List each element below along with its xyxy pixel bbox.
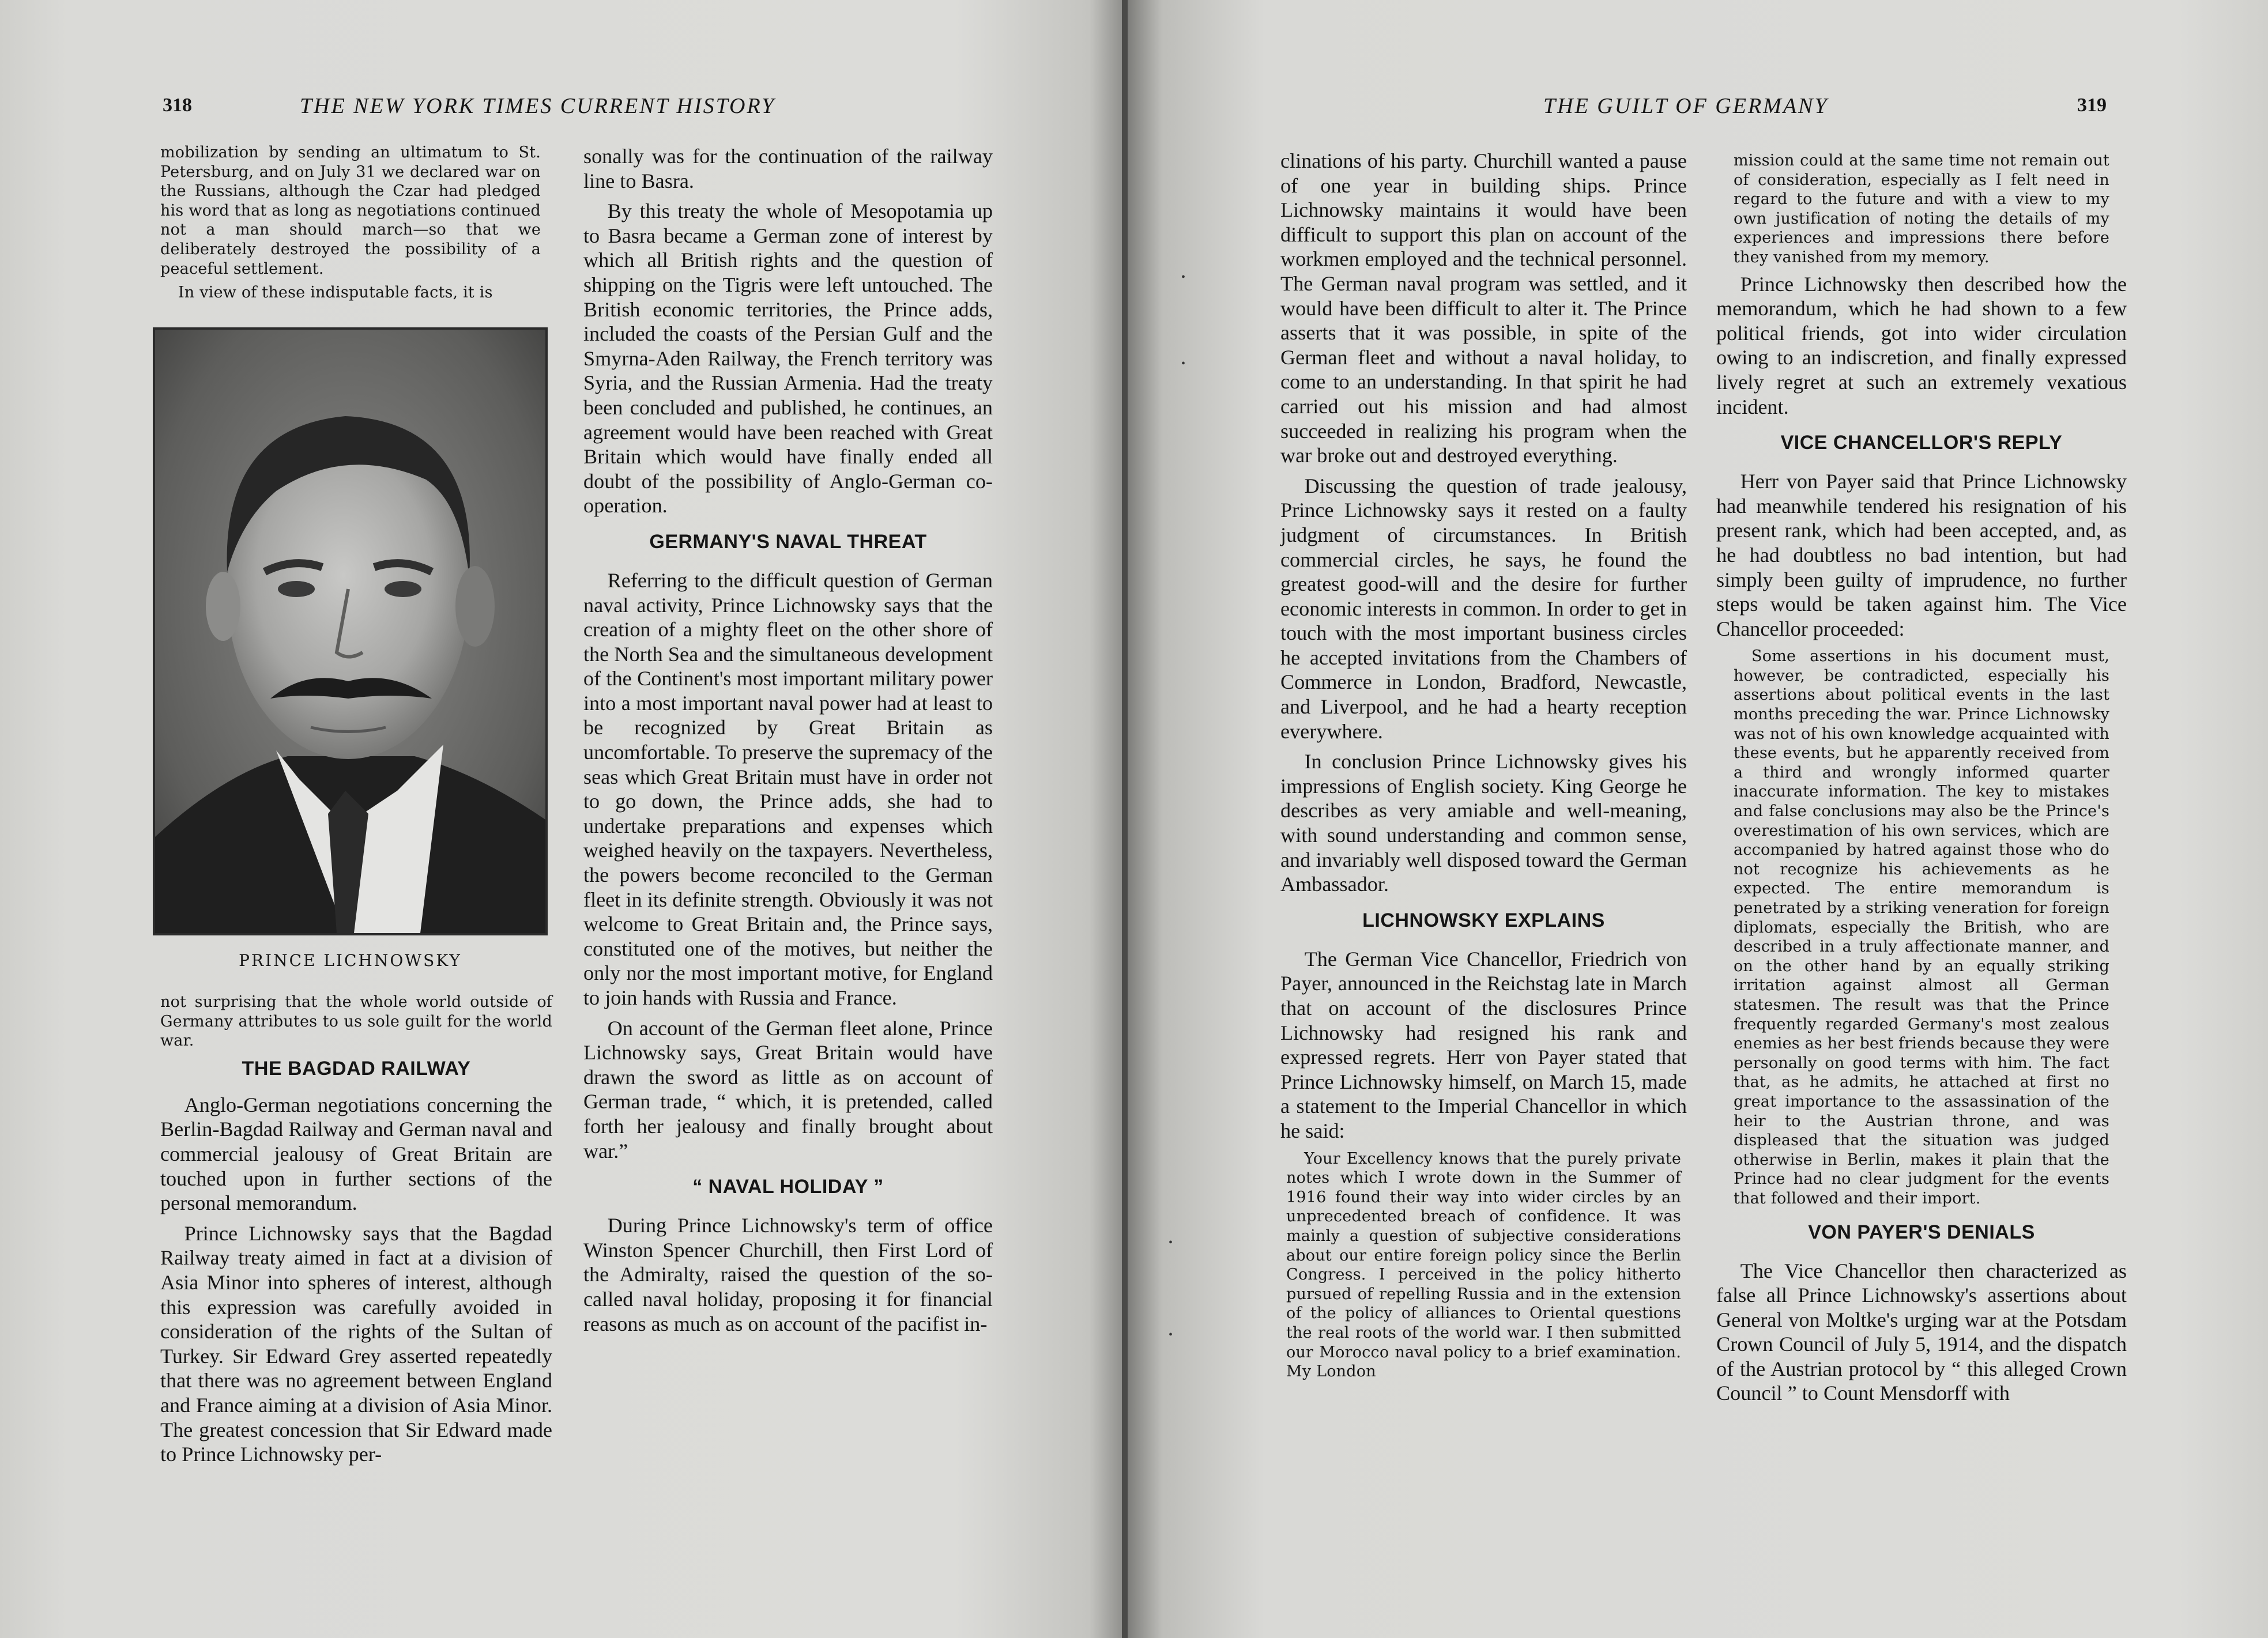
paragraph: During Prince Lichnowsky's term of office Winston Spencer Churchill, then First Lord of the Admiralty, raised the question of the so-called naval holiday, proposing it for financial reasons as much as on account of the pacifist in-	[583, 1214, 993, 1335]
paragraph: Herr von Payer said that Prince Lichnowsky had meanwhile tendered his resignation of his present rank, which had been accepted, and, as he had doubtless no bad intention, but had simply been guilty of imprudence, no further steps would be taken against him. The Vice Chancellor proceeded:	[1716, 470, 2127, 640]
paragraph: sonally was for the continuation of the railway line to Basra.	[583, 145, 993, 193]
paragraph: The German Vice Chancellor, Friedrich von Payer, announced in the Reichstag late in March that on account of the disclosures Prince Lichnowsky had resigned his rank and expressed regrets. Herr von Payer stated that Prince Lichnowsky himself, on March 15, made a statement to the Imperial Chancellor in which he said:	[1280, 947, 1687, 1142]
right-column-1	[1280, 149, 1687, 1386]
section-heading: LICHNOWSKY EXPLAINS	[1362, 909, 1605, 931]
margin-mark: •	[1169, 1236, 1173, 1249]
section-heading: VICE CHANCELLOR'S REPLY	[1780, 432, 2063, 454]
paragraph: The Vice Chancellor then characterized as false all Prince Lichnowsky's assertions about General von Moltke's urging war at the Potsdam Crown Council of July 5, 1914, and the dispatch of the Austrian protocol by “ this alleged Crown Council ” to Count Mensdorff with	[1716, 1259, 2127, 1405]
paragraph: In view of these indisputable facts, it is	[178, 284, 493, 302]
block-quote: Some assertions in his document must, however, be contradicted, especially his assertions about political events in the last months preceding the war. Prince Lichnowsky was not of his own knowledge acquainted with these events, but he apparently received from a third and wrongly informed quarter inaccurate information. The key to mistakes and false conclusions may also be the Prince's overestimation of his own services, which are accompanied by hatred against those who do not recognize his achievements as he expected. The entire memorandum is penetrated by a striking veneration for foreign diplomats, especially the British, who are described in a truly affectionate manner, and on the other hand by an equally striking irritation against almost all German statesmen. The result was that the Prince frequently regarded Germany's most zealous enemies as her best friends because they were personally on good terms with him. The fact that, as he admits, he attached at first no great importance to the assassination of the heir to the Austrian throne, and was displeased that the situation was judged otherwise in Berlin, makes it plain that the Prince had no clear judgment for the events that followed and their import.	[1734, 647, 2109, 1207]
portrait-photo	[153, 327, 548, 935]
left-column-1-bottom	[160, 992, 552, 1473]
paragraph: On account of the German fleet alone, Prince Lichnowsky says, Great Britain would have drawn the sword as little as on account of German trade, “ which, it is pretended, called forth her jealousy and finally brought about war.”	[583, 1016, 993, 1163]
portrait-image	[155, 330, 545, 933]
block-quote-continued: mission could at the same time not remain out of consideration, especially as I felt need in regard to the future and with a view to my own justification of noting the details of my experiences and impressions there before they vanished from my memory.	[1734, 152, 2109, 266]
right-column-2	[1716, 151, 2127, 1411]
section-heading: VON PAYER'S DENIALS	[1808, 1221, 2035, 1243]
left-column-2	[583, 144, 993, 1342]
section-heading: “ NAVAL HOLIDAY ”	[692, 1176, 884, 1198]
margin-mark: •	[1181, 271, 1186, 284]
paragraph: Prince Lichnowsky then described how the memorandum, which he had shown to a few political friends, got into wider circulation owing to an indiscretion, and finally expressed lively regret at such an extremely vexatious incident.	[1716, 272, 2127, 418]
paragraph: clinations of his party. Churchill wanted a pause of one year in building ships. Prince Lichnowsky maintains it would have been difficult to support this plan on account of the workmen employed and the technical personnel. The German naval program was settled, and it would have been difficult to alter it. The Prince asserts that it was possible, in spite of the German fleet and without a naval holiday, to come to an understanding. In that spirit he had carried out his mission and had almost succeeded in realizing his program when the war broke out and destroyed everything.	[1280, 149, 1687, 467]
margin-mark: •	[1169, 1328, 1173, 1341]
paragraph: In conclusion Prince Lichnowsky gives his impressions of English society. King George he describes as very amiable and well-meaning, with sound understanding and common sense, and invariably well disposed toward the German Ambassador.	[1280, 750, 1687, 896]
paragraph: not surprising that the whole world outside of Germany attributes to us sole guilt for the world war.	[160, 993, 552, 1050]
block-quote: Your Excellency knows that the purely private notes which I wrote down in the Summer of 1916 found their way into wider circles by an unprecedented breach of confidence. It was mainly a question of subjective considerations about our entire foreign policy since the Berlin Congress. I perceived in the policy hitherto pursued of repelling Russia and in the extension of the policy of alliances to Oriental questions the real roots of the world war. I then submitted our Morocco naval policy to a brief examination. My London	[1286, 1149, 1681, 1381]
paragraph: Anglo-German negotiations concerning the Berlin-Bagdad Railway and German naval and commercial jealousy of Great Britain are touched upon in further sections of the personal memorandum.	[160, 1093, 552, 1215]
running-head: THE NEW YORK TIMES CURRENT HISTORY	[300, 94, 776, 118]
paragraph: Discussing the question of trade jealousy, Prince Lichnowsky says it rested on a faulty judgment of circumstances. In British commercial circles, he says, he found the greatest good-will and the desire for further economic interests in common. In order to get in touch with the most important business circles he accepted invitations from the Chambers of Commerce in London, Bradford, Newcastle, and Liverpool, and he had a hearty reception everywhere.	[1280, 474, 1687, 743]
paragraph: mobilization by sending an ultimatum to St. Petersburg, and on July 31 we declared war on the Russians, although the Czar had pledged his word that as long as negotiations continued not a man should march—so that we deliberately destroyed the possibility of a peaceful settlement.	[160, 144, 541, 278]
photo-caption: PRINCE LICHNOWSKY	[239, 951, 462, 970]
paragraph: Prince Lichnowsky says that the Bagdad Railway treaty aimed in fact at a division of Asia Minor into spheres of interest, although this expression was carefully avoided in consideration of the rights of the Sultan of Turkey. Sir Edward Grey asserted repeatedly that there was no agreement between England and France aiming at a division of Asia Minor. The greatest concession that Sir Edward made to Prince Lichnowsky per-	[160, 1221, 552, 1466]
section-heading: THE BAGDAD RAILWAY	[242, 1057, 471, 1080]
section-heading: GERMANY'S NAVAL THREAT	[649, 530, 927, 553]
paragraph: By this treaty the whole of Mesopotamia up to Basra became a German zone of interest by which all British rights and the question of shipping on the Tigris were left untouched. The British economic territories, the Prince adds, included the coasts of the Persian Gulf and the Smyrna-Aden Railway, the French territory was Syria, and the Russian Armenia. Had the treaty been concluded and published, he continues, an agreement would have been reached with Great Britain which would have finally ended all doubt of the possibility of Anglo-German co-operation.	[583, 199, 993, 518]
left-page	[0, 0, 1123, 1638]
margin-mark: •	[1181, 357, 1186, 370]
page-number: 319	[2077, 95, 2107, 116]
right-page	[1128, 0, 2268, 1638]
left-column-1-top	[160, 143, 541, 307]
page-number: 318	[163, 95, 192, 116]
paragraph: Referring to the difficult question of German naval activity, Prince Lichnowsky says that the creation of a mighty fleet on the other shore of the North Sea and the simultaneous development of the Continent's most important military power into a most important naval power had at least to be recognized by Great Britain as uncomfortable. To preserve the supremacy of the seas which Great Britain must have in order not to go down, the Prince adds, she had to undertake preparations and expenses which weighed heavily on the taxpayers. Nevertheless, the powers become reconciled to the German fleet in its definite strength. Obviously it was not welcome to Great Britain and, the Prince says, constituted one of the motives, but neither the only nor the most important motive, for England to join hands with Russia and France.	[583, 568, 993, 1009]
running-head: THE GUILT OF GERMANY	[1543, 94, 1829, 118]
